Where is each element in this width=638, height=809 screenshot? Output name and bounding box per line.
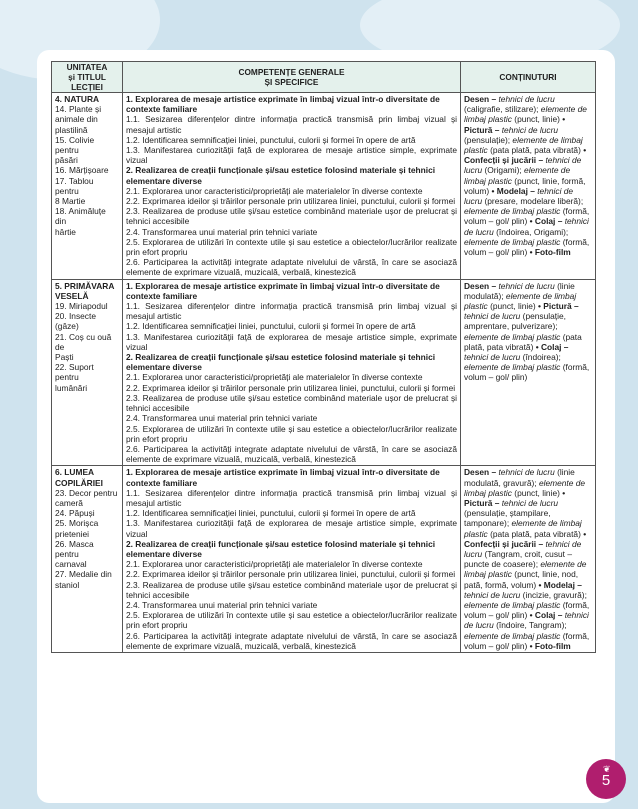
- header-competences: [123, 62, 461, 93]
- curriculum-table: [51, 61, 596, 653]
- content-text: (formă, volum – gol/ plin): [464, 599, 590, 621]
- lesson-item: cameră: [55, 497, 83, 508]
- specific-competence: 2.5. Explorarea de utilizări în contexte utile și sau estetice a obiectelor/lucrărilor realizate prin efort propriu: [126, 236, 457, 258]
- content-term: tehnici de lucru: [464, 589, 521, 600]
- content-technique: Desen –: [464, 467, 499, 478]
- lesson-item: carnaval: [55, 559, 87, 570]
- content-text: (formă, volum – gol/ plin): [464, 362, 590, 383]
- content-text: (formă, volum – gol/ plin): [464, 236, 590, 258]
- specific-competence: 2.6. Participarea la activități integrate adaptate nivelului de vârstă, în care se asociază elemente de exprimare vizuală, muzicală, verbală, kinestezică: [126, 443, 457, 465]
- general-competence: 2. Realizarea de creații funcționale și/sau estetice folosind materiale și tehnici elementare diverse: [126, 352, 436, 373]
- lesson-item: 20. Insecte (gâze): [55, 311, 96, 332]
- general-competence: 1. Explorarea de mesaje artistice exprimate în limbaj vizual într-o diversitate de contexte familiare: [126, 94, 440, 115]
- header-comp-line2: ȘI SPECIFICE: [264, 77, 319, 87]
- general-competence: 1. Explorarea de mesaje artistice exprimate în limbaj vizual într-o diversitate de contexte familiare: [126, 280, 440, 301]
- unit-cell: [52, 279, 123, 466]
- content-cell: [461, 279, 596, 466]
- header-unit: [52, 62, 123, 93]
- content-text: (punct, linie): [487, 301, 539, 312]
- content-term: tehnici de lucru: [501, 124, 559, 135]
- content-text: (Tangram, croit, cusut – puncte de coasere);: [464, 548, 572, 570]
- competences-cell: [123, 466, 461, 653]
- specific-competence: 2.4. Transformarea unui material prin tehnici variate: [126, 599, 318, 610]
- specific-competence: 2.6. Participarea la activități integrate adaptate nivelului de vârstă, în care se asociază elemente de exprimare vizuală, muzicală, verbală, kinestezică: [126, 630, 457, 651]
- content-term: tehnici de lucru: [464, 185, 574, 207]
- general-competence: 1. Explorarea de mesaje artistice exprimate în limbaj vizual într-o diversitate de contexte familiare: [126, 467, 440, 488]
- content-technique: • Pictură –: [538, 301, 579, 312]
- header-unit-line2: și TITLUL LECȚIEI: [68, 72, 106, 92]
- content-technique: • Modelaj –: [491, 185, 538, 196]
- specific-competence: 1.2. Identificarea semnificației liniei, punctului, culorii și formei în opere de artă: [126, 134, 416, 145]
- specific-competence: 2.6. Participarea la activități integrate adaptate nivelului de vârstă, în care se asociază elemente de exprimare vizuală, muzicală, verbală, kinestezică: [126, 257, 457, 278]
- content-term: elemente de limbaj plastic: [464, 236, 561, 247]
- content-text: (pata plată, pata vibrată): [464, 331, 582, 352]
- content-technique: • Modelaj –: [538, 579, 582, 590]
- content-term: tehnici de lucru: [464, 216, 589, 237]
- specific-competence: 2.1. Explorarea unor caracteristici/proprietăți ale materialelor în diverse contexte: [126, 559, 423, 570]
- lesson-item: 15. Colivie pentru: [55, 134, 95, 156]
- content-term: elemente de limbaj plastic: [464, 134, 583, 156]
- lesson-item: 27. Medalie din: [55, 569, 112, 580]
- content-term: elemente de limbaj plastic: [464, 104, 587, 125]
- content-technique: • Foto-film: [529, 247, 571, 258]
- specific-competence: 2.1. Explorarea unor caracteristici/proprietăți ale materialelor în diverse contexte: [126, 372, 423, 383]
- lesson-item: 19. Miriapodul: [55, 301, 108, 312]
- specific-competence: 1.1. Sesizarea diferențelor dintre informația practică transmisă prin limbaj vizual și mesajul artistic: [126, 114, 457, 135]
- content-text: (formă, volum – gol/ plin): [464, 630, 590, 651]
- content-text: (pata plată, pata vibrată): [487, 528, 584, 539]
- content-term: elemente de limbaj plastic: [464, 518, 582, 539]
- content-text: (punct, linie): [511, 487, 563, 498]
- content-cell: [461, 466, 596, 653]
- content-text: (îndoire, Tangram);: [493, 620, 567, 631]
- content-technique: • Confecții și jucării –: [464, 528, 587, 549]
- competences-cell: [123, 279, 461, 466]
- content-technique: Desen –: [464, 280, 499, 291]
- content-term: tehnici de lucru: [464, 538, 582, 559]
- unit-title: 4. NATURA: [55, 94, 100, 104]
- table-row: [52, 466, 596, 653]
- content-term: elemente de limbaj plastic: [464, 290, 577, 312]
- content-term: elemente de limbaj plastic: [464, 165, 571, 186]
- content-term: tehnici de lucru: [464, 155, 582, 176]
- lesson-item: 26. Masca pentru: [55, 538, 94, 559]
- content-text: (îndoirea);: [520, 352, 561, 363]
- header-unit-line1: UNITATEA: [66, 62, 108, 72]
- specific-competence: 2.2. Exprimarea ideilor și trăirilor personale prin utilizarea liniei, punctului, culorii și formei: [126, 382, 456, 393]
- lesson-item: hârtie: [55, 226, 76, 237]
- lesson-item: 16. Mărțișoare: [55, 165, 109, 176]
- specific-competence: 1.3. Manifestarea curiozității față de explorarea de mesaje artistice simple, exprimate vizual: [126, 518, 457, 539]
- lesson-item: 18. Animăluțe din: [55, 206, 106, 227]
- lesson-item: lumânări: [55, 382, 88, 393]
- lesson-item: 21. Coș cu ouă de: [55, 331, 112, 352]
- table-header-row: [52, 62, 596, 93]
- general-competence: 2. Realizarea de creații funcționale și/sau estetice folosind materiale și tehnici elementare diverse: [126, 165, 436, 186]
- lesson-item: 22. Suport pentru: [55, 362, 94, 383]
- content-text: (linie modulată, gravură);: [464, 467, 575, 488]
- content-term: tehnici de lucru: [498, 467, 555, 478]
- content-technique: • Pictură –: [464, 114, 566, 135]
- table-row: [52, 93, 596, 280]
- content-technique: • Confecții și jucării –: [464, 145, 587, 166]
- content-term: tehnici de lucru: [498, 280, 555, 291]
- content-text: (punct, linie, formă, volum): [464, 175, 586, 196]
- header-content: [461, 62, 596, 93]
- content-text: (pensulație, amprentare, pulverizare);: [464, 311, 566, 332]
- page-number: 5: [601, 772, 611, 789]
- content-term: elemente de limbaj plastic: [464, 630, 561, 641]
- content-technique: • Colaj –: [529, 610, 565, 621]
- unit-title: 5. PRIMĂVARA VESELĂ: [55, 280, 115, 301]
- content-text: (pensulație, ștampilare, tamponare);: [464, 508, 551, 529]
- content-term: tehnici de lucru: [464, 352, 521, 363]
- specific-competence: 1.2. Identificarea semnificației liniei, punctului, culorii și formei în opere de artă: [126, 508, 416, 519]
- content-term: elemente de limbaj plastic: [464, 559, 587, 580]
- specific-competence: 2.3. Realizarea de produse utile și/sau estetice combinând materiale ușor de prelucrat și tehnici accesibile: [126, 579, 457, 600]
- content-text: (punct, linie, nod, pată, formă, volum): [464, 569, 579, 590]
- content-text: (punct, linie): [511, 114, 563, 125]
- content-technique: • Pictură –: [464, 487, 566, 508]
- lesson-item: Paști: [55, 352, 74, 363]
- lesson-item: plastilină: [55, 124, 88, 135]
- lesson-item: 23. Decor pentru: [55, 487, 118, 498]
- content-text: (pata plată, pata vibrată): [487, 145, 584, 156]
- specific-competence: 2.5. Explorarea de utilizări în contexte utile și sau estetice a obiectelor/lucrărilor realizate prin efort propriu: [126, 610, 457, 631]
- specific-competence: 1.1. Sesizarea diferențelor dintre informația practică transmisă prin limbaj vizual și mesajul artistic: [126, 301, 457, 322]
- specific-competence: 1.3. Manifestarea curiozității față de explorarea de mesaje artistice simple, exprimate vizual: [126, 145, 457, 166]
- content-term: elemente de limbaj plastic: [464, 331, 561, 342]
- content-text: (Origami);: [482, 165, 525, 176]
- lesson-item: 14. Plante și: [55, 104, 102, 115]
- table-row: [52, 279, 596, 466]
- unit-cell: [52, 466, 123, 653]
- content-term: tehnici de lucru: [464, 311, 521, 322]
- lesson-item: păsări: [55, 155, 78, 166]
- lesson-item: 8 Martie: [55, 196, 86, 207]
- specific-competence: 2.4. Transformarea unui material prin tehnici variate: [126, 226, 318, 237]
- competences-cell: [123, 93, 461, 280]
- specific-competence: 2.4. Transformarea unui material prin tehnici variate: [126, 413, 318, 424]
- lesson-item: 25. Morișca: [55, 518, 99, 529]
- content-text: (formă, volum – gol/ plin): [464, 206, 590, 227]
- specific-competence: 2.3. Realizarea de produse utile și/sau estetice combinând materiale ușor de prelucrat și tehnici accesibile: [126, 392, 457, 414]
- content-text: (incizie, gravură);: [520, 589, 587, 600]
- content-text: (caligrafie, stilizare);: [464, 104, 541, 115]
- unit-cell: [52, 93, 123, 280]
- content-term: elemente de limbaj plastic: [464, 599, 561, 610]
- content-term: tehnici de lucru: [501, 497, 559, 508]
- content-text: (linie modulată);: [464, 280, 575, 301]
- content-technique: • Foto-film: [529, 640, 571, 651]
- specific-competence: 1.1. Sesizarea diferențelor dintre informația practică transmisă prin limbaj vizual și mesajul artistic: [126, 487, 457, 508]
- specific-competence: 2.2. Exprimarea ideilor și trăirilor personale prin utilizarea liniei, punctului, culorii și formei: [126, 569, 456, 580]
- lesson-item: 24. Păpuși: [55, 508, 95, 519]
- header-content-label: CONȚINUTURI: [499, 72, 557, 82]
- content-technique: Desen –: [464, 94, 499, 104]
- header-comp-line1: COMPETENȚE GENERALE: [238, 67, 345, 77]
- specific-competence: 1.3. Manifestarea curiozității față de explorarea de mesaje artistice simple, exprimate vizual: [126, 331, 457, 352]
- content-text: (pensulație);: [464, 134, 513, 145]
- specific-competence: 2.2. Exprimarea ideilor și trăirilor personale prin utilizarea liniei, punctului, culorii și formei: [126, 196, 456, 207]
- content-text: (presare, modelare liberă);: [482, 196, 584, 207]
- content-text: (îndoirea, Origami);: [493, 226, 569, 237]
- lesson-item: prieteniei: [55, 528, 89, 539]
- general-competence: 2. Realizarea de creații funcționale și/sau estetice folosind materiale și tehnici elementare diverse: [126, 538, 436, 559]
- content-term: elemente de limbaj plastic: [464, 362, 561, 373]
- content-technique: • Colaj –: [535, 341, 569, 352]
- specific-competence: 2.3. Realizarea de produse utile și/sau estetice combinând materiale ușor de prelucrat și tehnici accesibile: [126, 206, 457, 227]
- lesson-item: animale din: [55, 114, 98, 125]
- specific-competence: 1.2. Identificarea semnificației liniei, punctului, culorii și formei în opere de artă: [126, 321, 416, 332]
- specific-competence: 2.5. Explorarea de utilizări în contexte utile și sau estetice a obiectelor/lucrărilor realizate prin efort propriu: [126, 423, 457, 444]
- content-term: tehnici de lucru: [464, 610, 589, 631]
- content-term: elemente de limbaj plastic: [464, 206, 561, 217]
- lesson-item: 17. Tablou pentru: [55, 175, 94, 196]
- content-cell: [461, 93, 596, 280]
- lesson-item: staniol: [55, 579, 80, 590]
- leaf-icon: ❦: [603, 764, 611, 774]
- content-term: elemente de limbaj plastic: [464, 477, 586, 498]
- specific-competence: 2.1. Explorarea unor caracteristici/proprietăți ale materialelor în diverse contexte: [126, 185, 423, 196]
- content-term: tehnici de lucru: [498, 94, 555, 104]
- content-technique: • Colaj –: [529, 216, 565, 227]
- unit-title: 6. LUMEA COPILĂRIEI: [55, 467, 103, 488]
